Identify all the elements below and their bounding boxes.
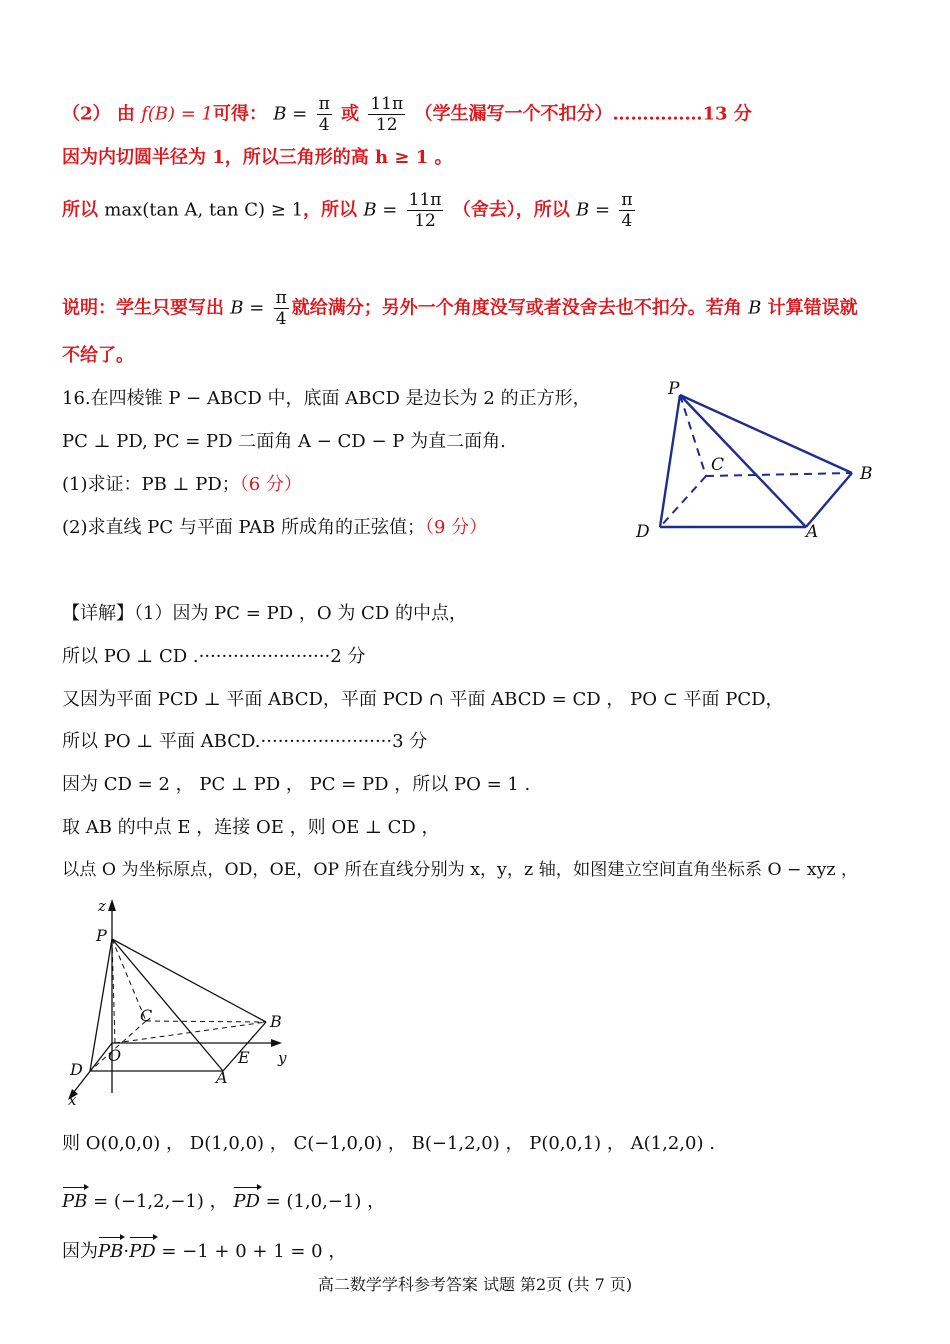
explain-line — [62, 288, 858, 329]
question-1-text: (1)求证：PB ⊥ PD； — [62, 474, 240, 495]
explain-eq: B = — [230, 297, 265, 319]
label-a: A — [806, 522, 819, 542]
part2-score: 13 分 — [702, 103, 752, 125]
fig2-label-a: A — [216, 1068, 228, 1087]
vectors-line — [62, 1190, 385, 1214]
part2-line — [62, 94, 752, 135]
fig2-label-d: D — [70, 1060, 83, 1079]
solution-line-7: 以点 O 为坐标原点，OD，OE，OP 所在直线分别为 x，y，z 轴，如图建立空间直角坐标系 O − xyz ， — [62, 860, 859, 880]
axis-z-label: z — [98, 897, 106, 915]
explain-line-2: 不给了。 — [62, 345, 134, 366]
eleven-pi-over-12-fraction: $\frac{11\pi}{12}$ — [370, 94, 404, 135]
detail-tag: 【详解】 — [62, 603, 134, 624]
part2-cond-suffix: 可得： — [213, 103, 268, 125]
max-line-so: ，所以 — [303, 199, 358, 221]
problem-line-1: 16.在四棱锥 P − ABCD 中，底面 ABCD 是边长为 2 的正方形， — [62, 388, 591, 409]
page-footer: 高二数学学科参考答案 试题 第2页 (共 7 页) — [317, 1275, 633, 1294]
dot-product-line — [62, 1240, 346, 1264]
axis-x-label: x — [68, 1091, 77, 1108]
part2-intro: 由 — [116, 103, 135, 125]
fig2-label-e: E — [238, 1048, 250, 1067]
part2-eq: B = — [273, 103, 308, 125]
fig2-label-o: O — [108, 1046, 122, 1065]
problem-line-2: PC ⊥ PD, PC = PD 二面角 A − CD − P 为直二面角. — [62, 431, 506, 452]
solution-line-6: 取 AB 的中点 E ，连接 OE ，则 OE ⊥ CD ， — [62, 817, 440, 838]
explain-angle-b: B — [748, 297, 762, 319]
pi-over-4-fraction-3: $\frac{\pi}{4}$ — [275, 288, 287, 329]
label-p: P — [668, 379, 680, 399]
explain-middle: 就给满分；另外一个角度没写或者没舍去也不扣分。若角 — [291, 297, 742, 319]
part2-or: 或 — [341, 103, 360, 125]
solution-text-4: 所以 PO ⊥ 平面 ABCD. — [62, 731, 261, 752]
solution-text-1: （1）因为 PC = PD ，O 为 CD 的中点， — [134, 603, 467, 624]
max-tan-line — [62, 190, 638, 231]
pyramid-figure-1 — [620, 375, 890, 550]
max-line-eq2: B = — [576, 199, 611, 221]
part2-label: （2） — [62, 103, 111, 125]
coordinates-line: 则 O(0,0,0) ， D(1,0,0) ， C(−1,0,0) ， B(−1,2,0) ， P(0,0,1) ， A(1,2,0) . — [62, 1133, 715, 1154]
solution-line-5: 因为 CD = 2 ， PC ⊥ PD ， PC = PD ，所以 PO = 1 . — [62, 774, 531, 795]
dot-prefix: 因为 — [62, 1241, 98, 1262]
vector-pb: PB — [62, 1191, 88, 1212]
solution-text-2: 所以 PO ⊥ CD . — [62, 646, 199, 667]
solution-score-2: ·······················2 分 — [198, 646, 366, 667]
part2-note: （学生漏写一个不扣分） — [414, 103, 613, 125]
max-tan-expression: max(tan A, tan C) ≥ 1 — [104, 199, 304, 221]
discard-text: （舍去），所以 — [452, 199, 570, 221]
vector-pb-value: = (−1,2,−1) ， — [87, 1191, 228, 1212]
part2-dots: …………… — [612, 103, 703, 125]
dot-value: = −1 + 0 + 1 = 0 ， — [155, 1241, 347, 1262]
eleven-pi-over-12-fraction-2: $\frac{11\pi}{12}$ — [408, 190, 442, 231]
pi-over-4-fraction: $\frac{\pi}{4}$ — [318, 94, 330, 135]
solution-line-4 — [62, 730, 427, 754]
solution-line-3: 又因为平面 PCD ⊥ 平面 ABCD，平面 PCD ∩ 平面 ABCD = CD ， PO ⊂ 平面 PCD， — [62, 689, 784, 710]
question-2-score: （9 分） — [424, 517, 488, 538]
question-2-text: (2)求直线 PC 与平面 PAB 所成角的正弦值； — [62, 517, 425, 538]
dot-vector-pd: PD — [129, 1241, 156, 1262]
label-c: C — [711, 455, 725, 475]
max-line-prefix: 所以 — [62, 199, 98, 221]
explain-suffix: 计算错误就 — [767, 297, 858, 319]
solution-line-2 — [62, 645, 365, 669]
part2-condition: f(B) = 1 — [141, 103, 214, 125]
explain-prefix: 说明：学生只要写出 — [62, 297, 224, 319]
axis-y-label: y — [278, 1049, 287, 1067]
solution-score-4: ·······················3 分 — [260, 731, 428, 752]
fig2-label-p: P — [96, 926, 107, 945]
pyramid-figure-2 — [60, 893, 310, 1108]
dot-operator: · — [123, 1241, 130, 1262]
label-b: B — [860, 464, 873, 484]
dot-vector-pb: PB — [98, 1241, 124, 1262]
fig2-label-b: B — [270, 1012, 282, 1031]
solution-line-1 — [62, 602, 467, 626]
vector-pd-value: = (1,0,−1) ， — [259, 1191, 386, 1212]
incircle-line: 因为内切圆半径为 1，所以三角形的高 h ≥ 1 。 — [62, 147, 453, 168]
max-line-eq1: B = — [363, 199, 398, 221]
question-2 — [62, 516, 487, 540]
label-d: D — [636, 522, 650, 542]
vector-pd: PD — [233, 1191, 260, 1212]
question-1-score: （6 分） — [239, 474, 302, 495]
fig2-label-c: C — [140, 1006, 153, 1025]
question-1 — [62, 473, 302, 497]
pi-over-4-fraction-2: $\frac{\pi}{4}$ — [621, 190, 633, 231]
